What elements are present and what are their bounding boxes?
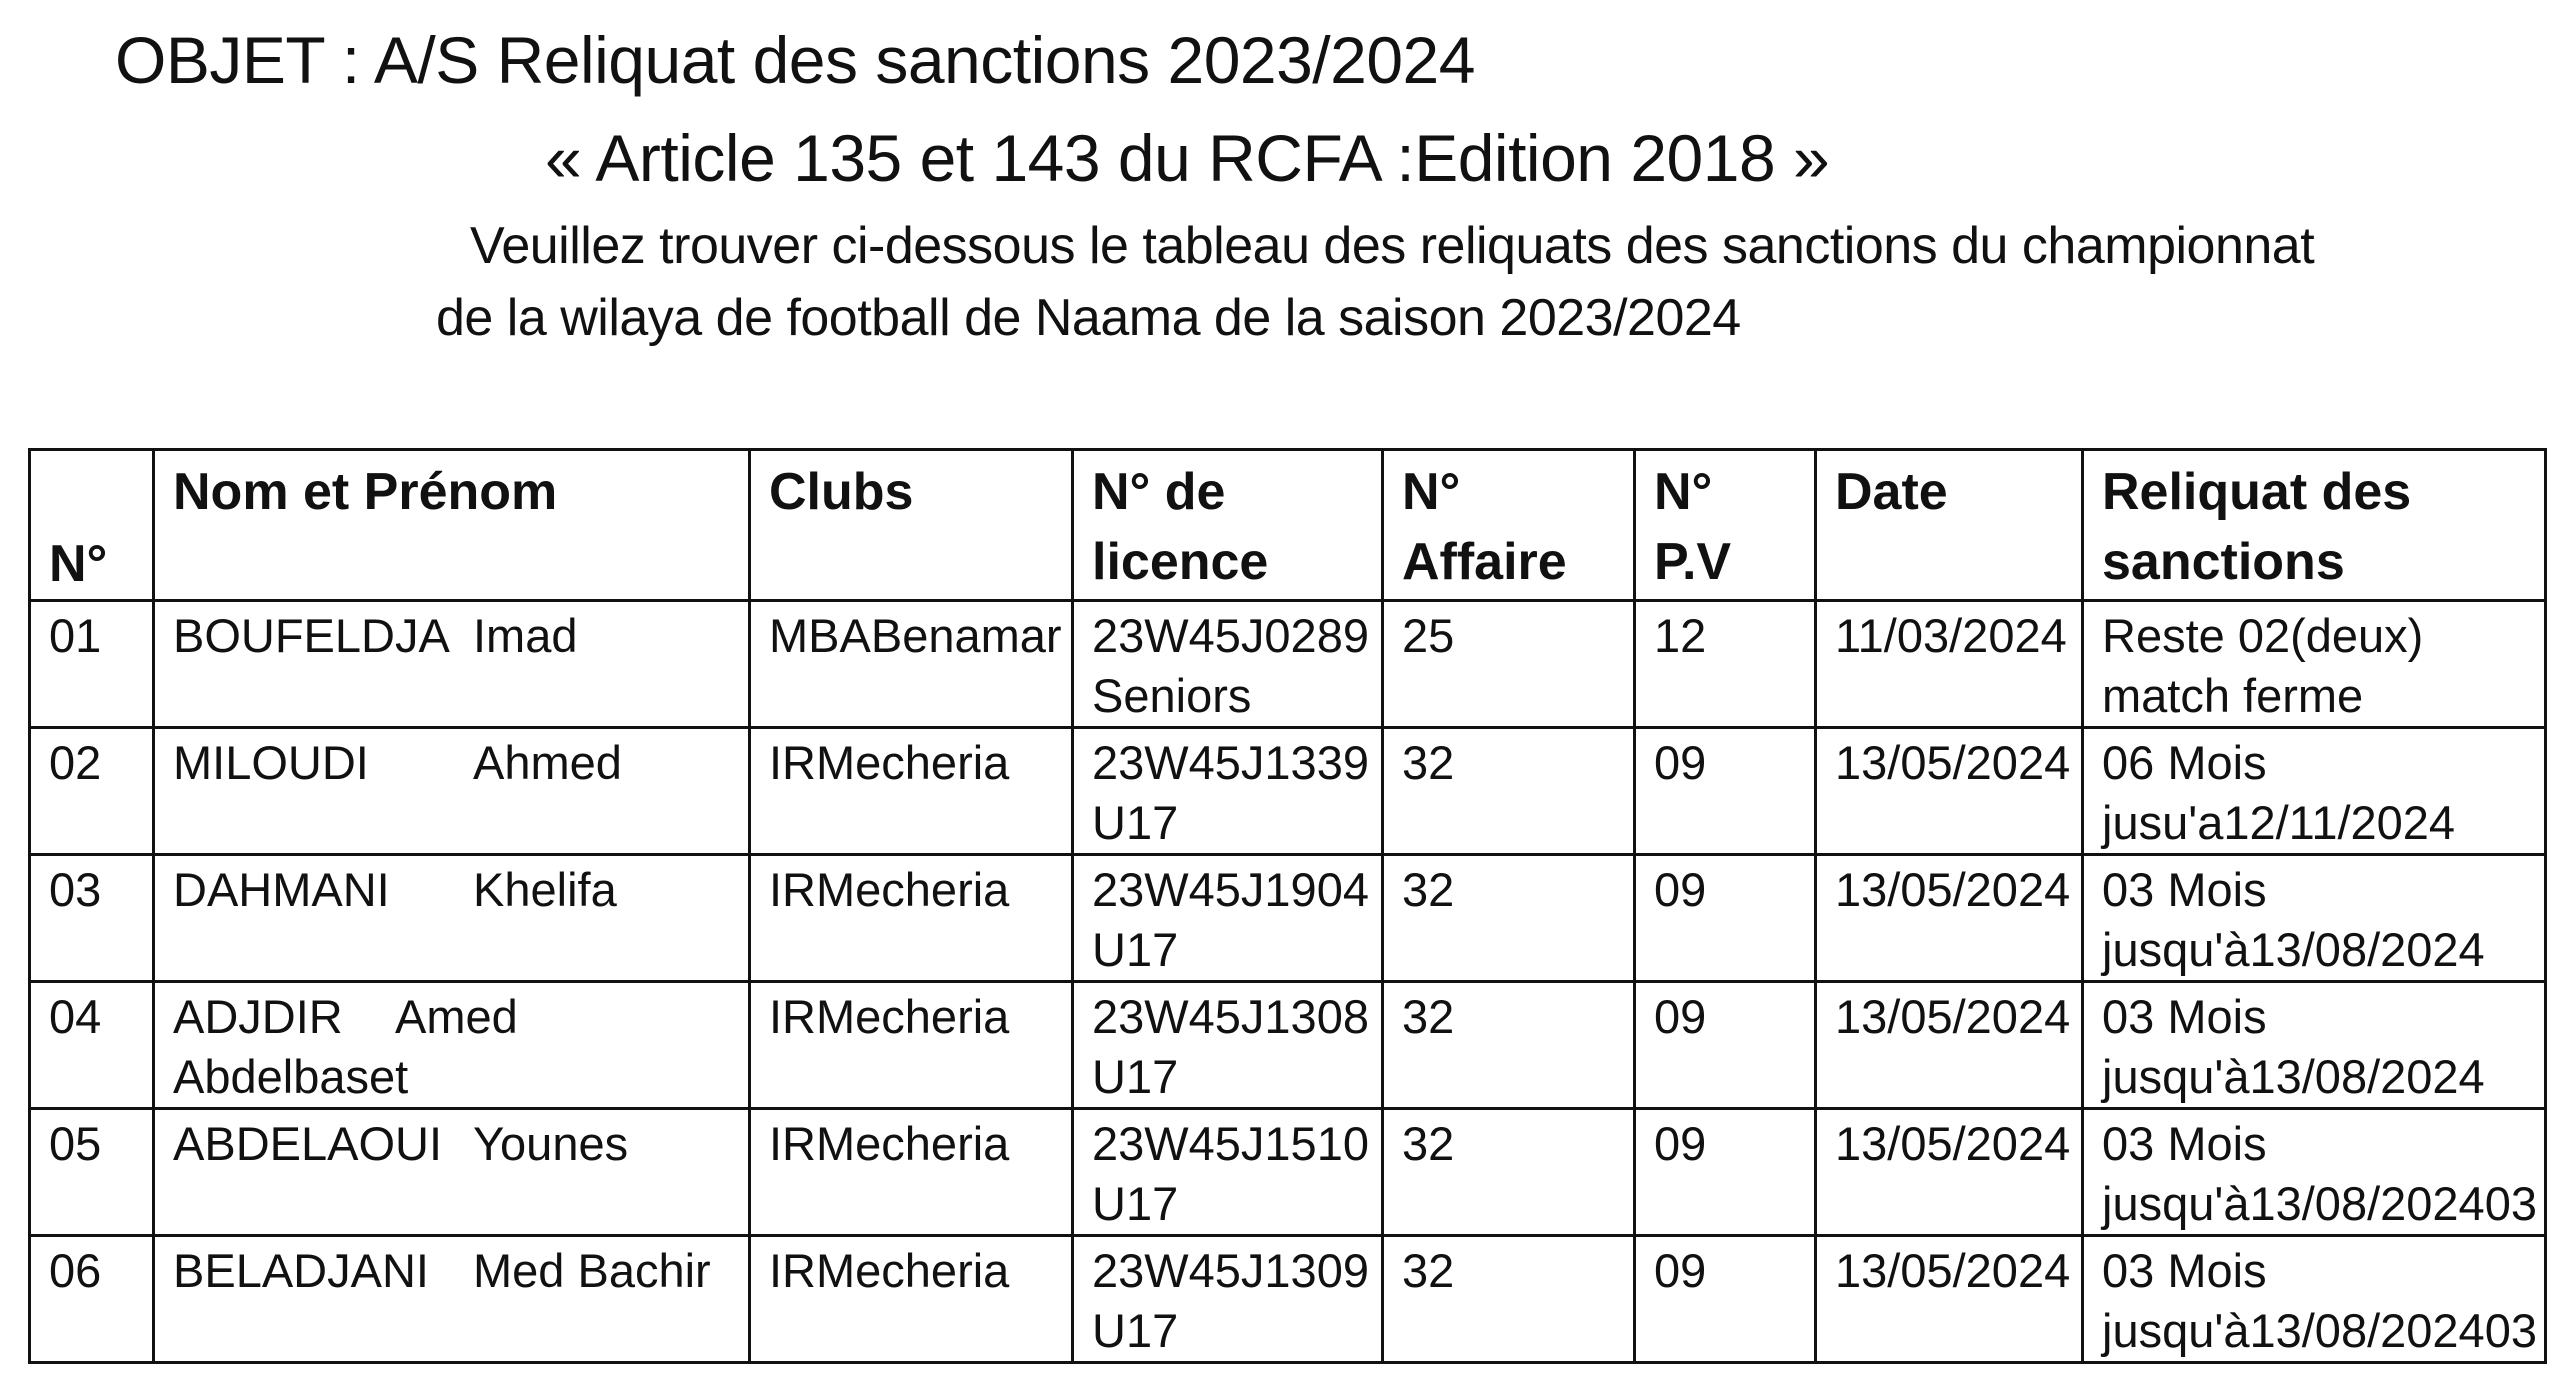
- document-subject: OBJET : A/S Reliquat des sanctions 2023/2024: [115, 23, 1475, 97]
- cell-name: BOUFELDJA Imad: [154, 601, 750, 728]
- cell-num: 01: [30, 601, 154, 728]
- table-row: [30, 982, 2546, 1109]
- cell-affaire: 32: [1383, 1236, 1635, 1363]
- cell-reliquat: 03 Mois jusqu'à13/08/2024: [2083, 855, 2546, 982]
- cell-name: ABDELAOUI Younes: [154, 1109, 750, 1236]
- cell-licence: 23W45J1339 U17: [1073, 728, 1383, 855]
- intro-line-2: de la wilaya de football de Naama de la saison 2023/2024: [436, 289, 1741, 347]
- cell-reliquat: 03 Mois jusqu'à13/08/202403: [2083, 1109, 2546, 1236]
- header-club: Clubs: [750, 450, 1073, 601]
- cell-num: 05: [30, 1109, 154, 1236]
- table-header-row: [30, 450, 2546, 601]
- table-row: [30, 728, 2546, 855]
- cell-licence: 23W45J0289 Seniors: [1073, 601, 1383, 728]
- cell-licence: 23W45J1309 U17: [1073, 1236, 1383, 1363]
- cell-club: IRMecheria: [750, 1109, 1073, 1236]
- cell-licence: 23W45J1904 U17: [1073, 855, 1383, 982]
- cell-pv: 09: [1635, 728, 1816, 855]
- header-pv: N° P.V: [1635, 450, 1816, 601]
- cell-reliquat: Reste 02(deux) match ferme: [2083, 601, 2546, 728]
- cell-pv: 09: [1635, 982, 1816, 1109]
- table-row: [30, 601, 2546, 728]
- cell-name: ADJDIR Amed Abdelbaset: [154, 982, 750, 1109]
- cell-pv: 12: [1635, 601, 1816, 728]
- cell-date: 13/05/2024: [1816, 1236, 2083, 1363]
- table-row: [30, 1109, 2546, 1236]
- cell-name: MILOUDI Ahmed: [154, 728, 750, 855]
- intro-line-1: Veuillez trouver ci-dessous le tableau des reliquats des sanctions du championnat: [470, 217, 2315, 275]
- cell-name: BELADJANI Med Bachir: [154, 1236, 750, 1363]
- cell-date: 13/05/2024: [1816, 855, 2083, 982]
- cell-affaire: 32: [1383, 855, 1635, 982]
- cell-reliquat: 03 Mois jusqu'à13/08/202403: [2083, 1236, 2546, 1363]
- table-row: [30, 1236, 2546, 1363]
- cell-num: 02: [30, 728, 154, 855]
- header-licence: N° de licence: [1073, 450, 1383, 601]
- cell-club: IRMecheria: [750, 855, 1073, 982]
- cell-pv: 09: [1635, 1109, 1816, 1236]
- cell-name: DAHMANI Khelifa: [154, 855, 750, 982]
- cell-date: 13/05/2024: [1816, 728, 2083, 855]
- header-reliquat: Reliquat des sanctions: [2083, 450, 2546, 601]
- cell-affaire: 25: [1383, 601, 1635, 728]
- header-date: Date: [1816, 450, 2083, 601]
- cell-affaire: 32: [1383, 982, 1635, 1109]
- cell-licence: 23W45J1308 U17: [1073, 982, 1383, 1109]
- header-num: N°: [30, 450, 154, 601]
- cell-num: 04: [30, 982, 154, 1109]
- cell-date: 11/03/2024: [1816, 601, 2083, 728]
- cell-date: 13/05/2024: [1816, 1109, 2083, 1236]
- article-reference: « Article 135 et 143 du RCFA :Edition 2018 »: [545, 121, 1830, 195]
- cell-affaire: 32: [1383, 728, 1635, 855]
- header-name: Nom et Prénom: [154, 450, 750, 601]
- cell-licence: 23W45J1510 U17: [1073, 1109, 1383, 1236]
- cell-affaire: 32: [1383, 1109, 1635, 1236]
- header-affaire: N° Affaire: [1383, 450, 1635, 601]
- cell-pv: 09: [1635, 1236, 1816, 1363]
- cell-club: MBABenamar: [750, 601, 1073, 728]
- cell-reliquat: 03 Mois jusqu'à13/08/2024: [2083, 982, 2546, 1109]
- cell-date: 13/05/2024: [1816, 982, 2083, 1109]
- cell-club: IRMecheria: [750, 982, 1073, 1109]
- cell-club: IRMecheria: [750, 728, 1073, 855]
- cell-pv: 09: [1635, 855, 1816, 982]
- cell-club: IRMecheria: [750, 1236, 1073, 1363]
- sanctions-table: [28, 448, 2547, 1364]
- table-row: [30, 855, 2546, 982]
- cell-num: 03: [30, 855, 154, 982]
- cell-num: 06: [30, 1236, 154, 1363]
- cell-reliquat: 06 Mois jusu'a12/11/2024: [2083, 728, 2546, 855]
